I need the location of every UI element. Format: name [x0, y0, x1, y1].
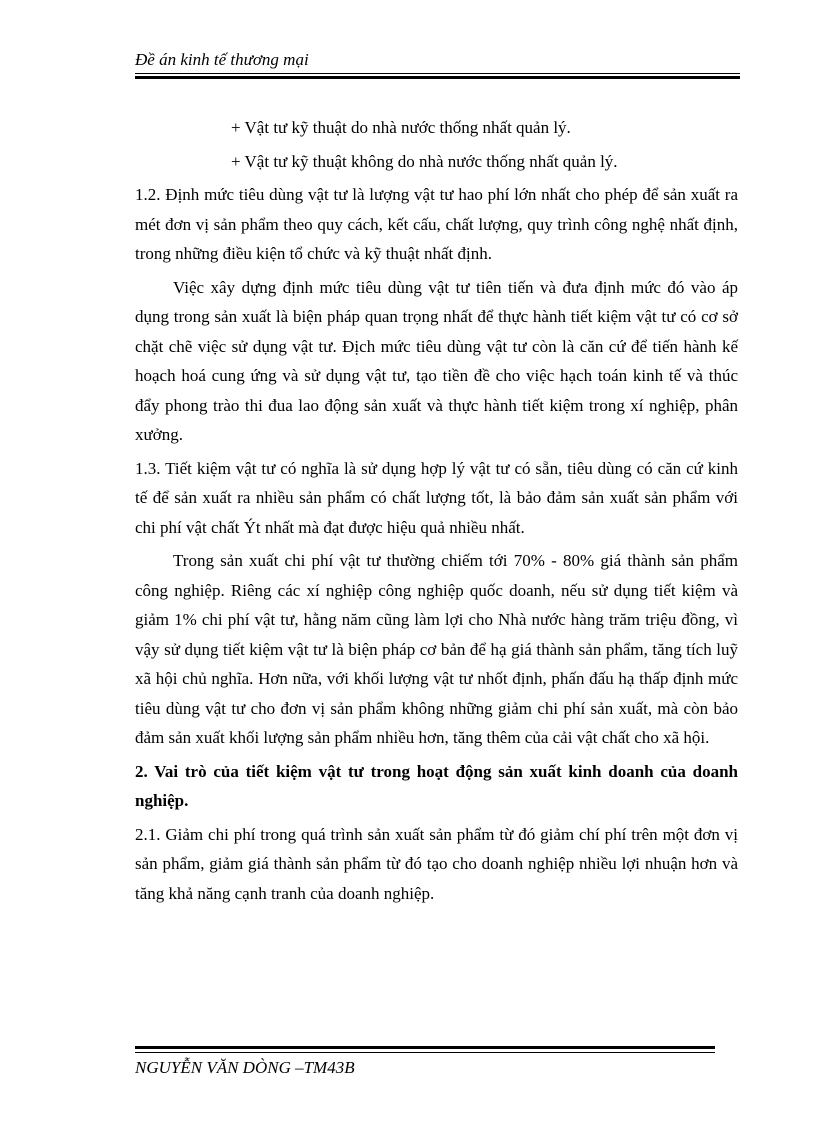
section-heading: 2. Vai trò của tiết kiệm vật tư trong hoạt động sản xuất kinh doanh của doanh nghiệp.: [135, 761, 738, 810]
footer-rule-thin: [135, 1052, 715, 1053]
footer-rule-thick: [135, 1046, 715, 1049]
paragraph: Việc xây dựng định mức tiêu dùng vật tư tiên tiến và đưa định mức đó vào áp dụng trong sản xuất là biện pháp quan trọng nhất để thực hành tiết kiệm vật tư có cơ sở chặt chẽ việc sử dụng vật tư. Địch mức tiêu dùng vật tư còn là căn cứ để tiến hành kế hoạch hoá cung ứng và sử dụng vật tư, tạo tiền đề cho việc hạch toán kinh tế và thúc đẩy phong trào thi đua lao động sản xuất và thực hành tiết kiệm trong xí nghiệp, phân xưởng.: [135, 277, 738, 444]
header-rule-thick: [135, 76, 740, 79]
bullet-item: + Vật tư kỹ thuật do nhà nước thống nhất quản lý.: [231, 118, 571, 137]
document-body: [135, 113, 738, 912]
paragraph-1-3: 1.3. Tiết kiệm vật tư có nghĩa là sử dụng hợp lý vật tư có sẵn, tiêu dùng có căn cứ kinh tế để sản xuất ra nhiều sản phẩm có chất lượng tốt, là bảo đảm sản xuất sản phẩm với chi phí vật chất Ýt nhất mà đạt được hiệu quả nhiều nhất.: [135, 458, 738, 537]
header-rule-thin: [135, 73, 740, 74]
bullet-item: + Vật tư kỹ thuật không do nhà nước thống nhất quản lý.: [231, 151, 618, 171]
paragraph-1-2: 1.2. Định mức tiêu dùng vật tư là lượng vật tư hao phí lớn nhất cho phép để sản xuất ra mét đơn vị sản phẩm theo quy cách, kết cấu, chất lượng, quy trình công nghệ nhất định, trong những điều kiện tổ chức và kỹ thuật nhất định.: [135, 185, 738, 263]
footer-author: NGUYỄN VĂN DÒNG –TM43B: [135, 1058, 355, 1077]
page-header-title: Đề án kinh tế thương mại: [135, 50, 309, 69]
paragraph: Trong sản xuất chi phí vật tư thường chiếm tới 70% - 80% giá thành sản phẩm công nghiệp. Riêng các xí nghiệp công nghiệp quốc doanh, nếu sử dụng tiết kiệm và giảm 1% chi phí vật tư, hằng năm cũng làm lợi cho Nhà nước hàng trăm triệu đồng, vì vậy sử dụng tiết kiệm vật tư là biện pháp cơ bản để hạ giá thành sản phẩm, tăng tích luỹ xã hội chủ nghĩa. Hơn nữa, với khối lượng vật tư nhốt định, phấn đấu hạ thấp định mức tiêu dùng vật tư cho đơn vị sản phẩm không những giảm chi phí sản xuất, mà còn bảo đảm sản xuất khối lượng sản phẩm nhiều hơn, tăng thêm của cải vật chất cho xã hội.: [135, 551, 738, 747]
paragraph-2-1: 2.1. Giảm chi phí trong quá trình sản xuất sản phẩm từ đó giảm chí phí trên một đơn vị sản phẩm, giảm giá thành sản phẩm từ đó tạo cho doanh nghiệp nhiều lợi nhuận hơn và tăng khả năng cạnh tranh của doanh nghiệp.: [135, 824, 738, 903]
